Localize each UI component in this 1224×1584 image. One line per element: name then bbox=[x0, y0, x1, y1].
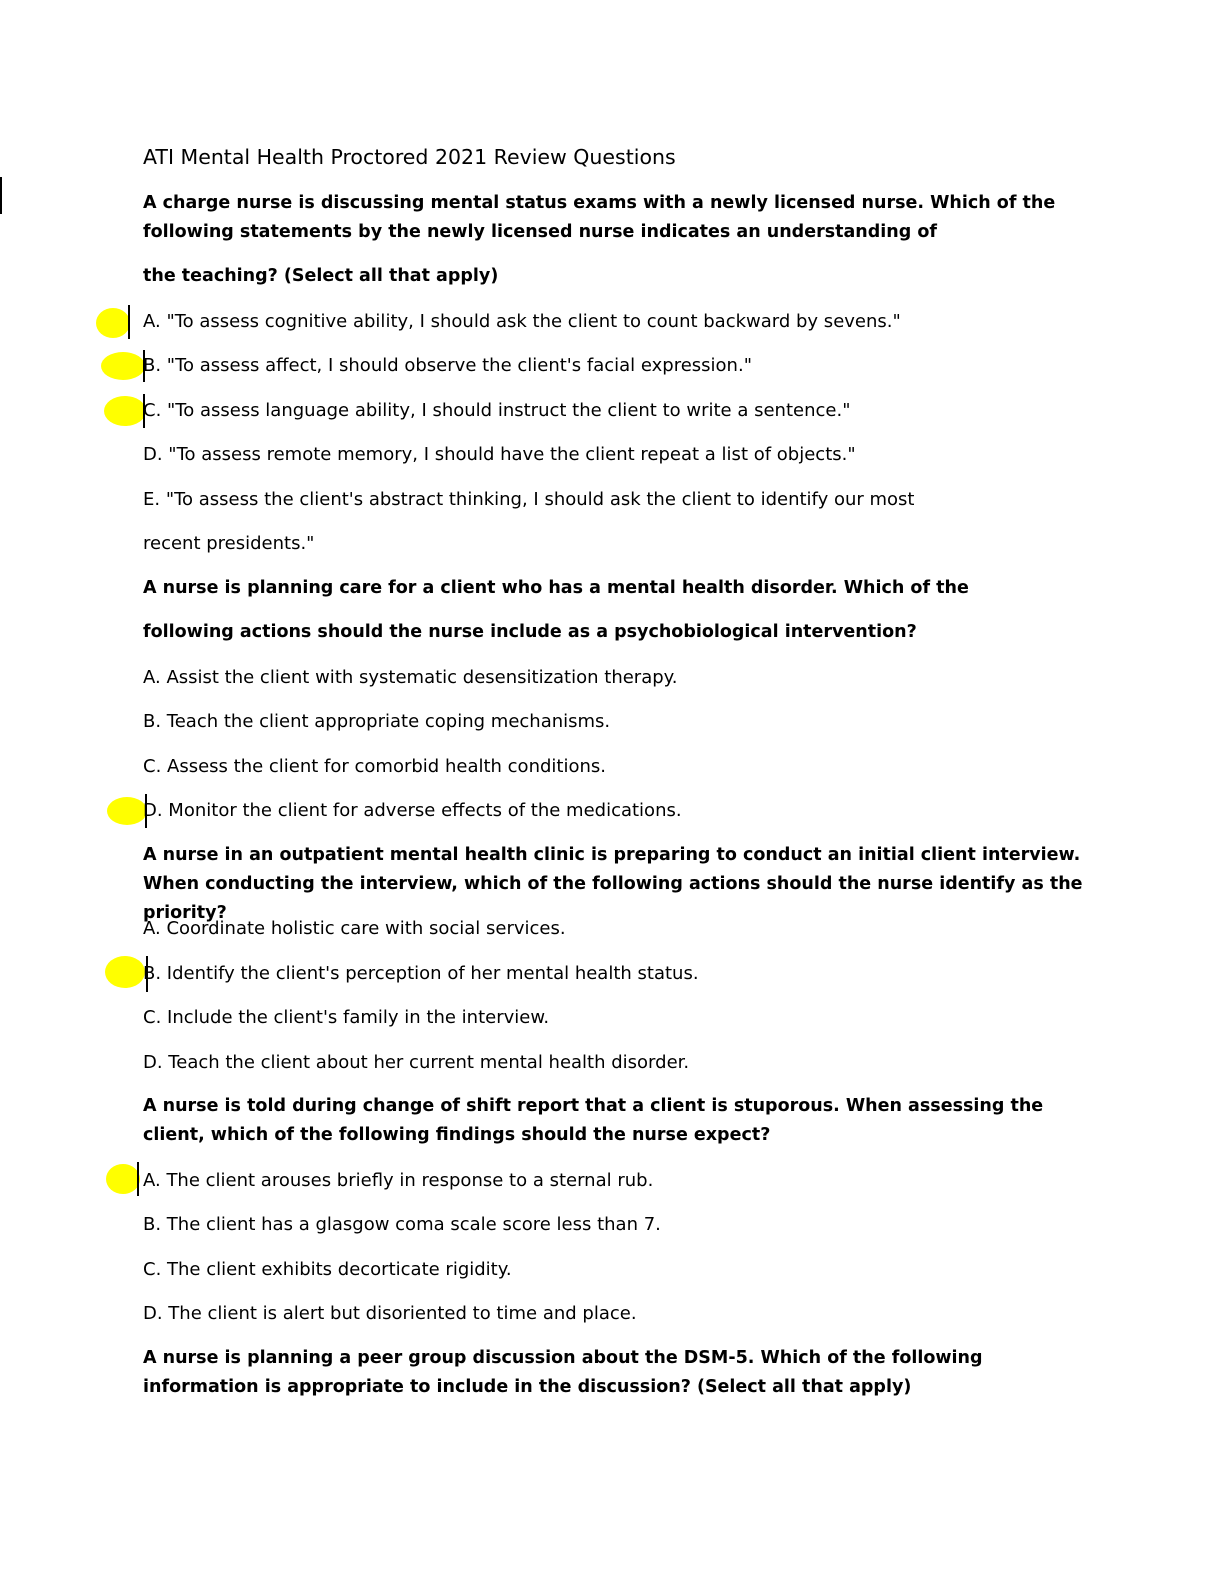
highlight-mark bbox=[101, 352, 145, 380]
question-1-stem-continued: the teaching? (Select all that apply) bbox=[143, 266, 499, 286]
selection-bar bbox=[128, 305, 130, 339]
q1-option-c: C. "To assess language ability, I should instruct the client to write a sentence." bbox=[143, 400, 851, 421]
q4-option-c: C. The client exhibits decorticate rigidity. bbox=[143, 1259, 512, 1280]
q1-option-d: D. "To assess remote memory, I should have the client repeat a list of objects." bbox=[143, 444, 856, 465]
q2-option-a: A. Assist the client with systematic desensitization therapy. bbox=[143, 667, 678, 688]
highlight-mark bbox=[107, 797, 147, 825]
q1-option-a: A. "To assess cognitive ability, I should ask the client to count backward by sevens." bbox=[143, 311, 901, 332]
document-title: ATI Mental Health Proctored 2021 Review Questions bbox=[143, 145, 676, 169]
q1-option-b: B. "To assess affect, I should observe the client's facial expression." bbox=[143, 355, 752, 376]
q2-option-d: D. Monitor the client for adverse effects of the medications. bbox=[143, 800, 682, 821]
question-2-stem-continued: following actions should the nurse include as a psychobiological intervention? bbox=[143, 622, 917, 642]
question-1-stem: A charge nurse is discussing mental status exams with a newly licensed nurse. Which of the following statements by the newly licensed nurse indicates an understanding of bbox=[143, 193, 1056, 242]
q3-option-d: D. Teach the client about her current mental health disorder. bbox=[143, 1052, 690, 1073]
q1-option-e-continued: recent presidents." bbox=[143, 533, 315, 554]
highlight-mark bbox=[96, 308, 130, 338]
question-3-stem: A nurse in an outpatient mental health clinic is preparing to conduct an initial client interview. When conducting the interview, which of the following actions should the nurse identify as the priority? bbox=[143, 845, 1083, 923]
highlight-mark bbox=[105, 956, 145, 988]
q3-option-a: A. Coordinate holistic care with social services. bbox=[143, 918, 566, 939]
highlight-mark bbox=[106, 1164, 140, 1194]
q2-option-b: B. Teach the client appropriate coping mechanisms. bbox=[143, 711, 611, 732]
question-4-stem: A nurse is told during change of shift report that a client is stuporous. When assessing the client, which of the following findings should the nurse expect? bbox=[143, 1096, 1044, 1145]
q4-option-d: D. The client is alert but disoriented to time and place. bbox=[143, 1303, 637, 1324]
selection-bar bbox=[137, 1162, 139, 1196]
question-5-stem: A nurse is planning a peer group discussion about the DSM-5. Which of the following information is appropriate to include in the discussion? (Select all that apply) bbox=[143, 1348, 983, 1397]
q4-option-b: B. The client has a glasgow coma scale score less than 7. bbox=[143, 1214, 661, 1235]
q1-option-e: E. "To assess the client's abstract thinking, I should ask the client to identify our most bbox=[143, 489, 915, 510]
margin-cursor-mark bbox=[0, 177, 2, 214]
highlight-mark bbox=[104, 396, 146, 426]
q3-option-c: C. Include the client's family in the interview. bbox=[143, 1007, 550, 1028]
q4-option-a: A. The client arouses briefly in response to a sternal rub. bbox=[143, 1170, 654, 1191]
q3-option-b: B. Identify the client's perception of her mental health status. bbox=[143, 963, 699, 984]
question-2-stem: A nurse is planning care for a client who has a mental health disorder. Which of the bbox=[143, 578, 969, 598]
q2-option-c: C. Assess the client for comorbid health conditions. bbox=[143, 756, 606, 777]
